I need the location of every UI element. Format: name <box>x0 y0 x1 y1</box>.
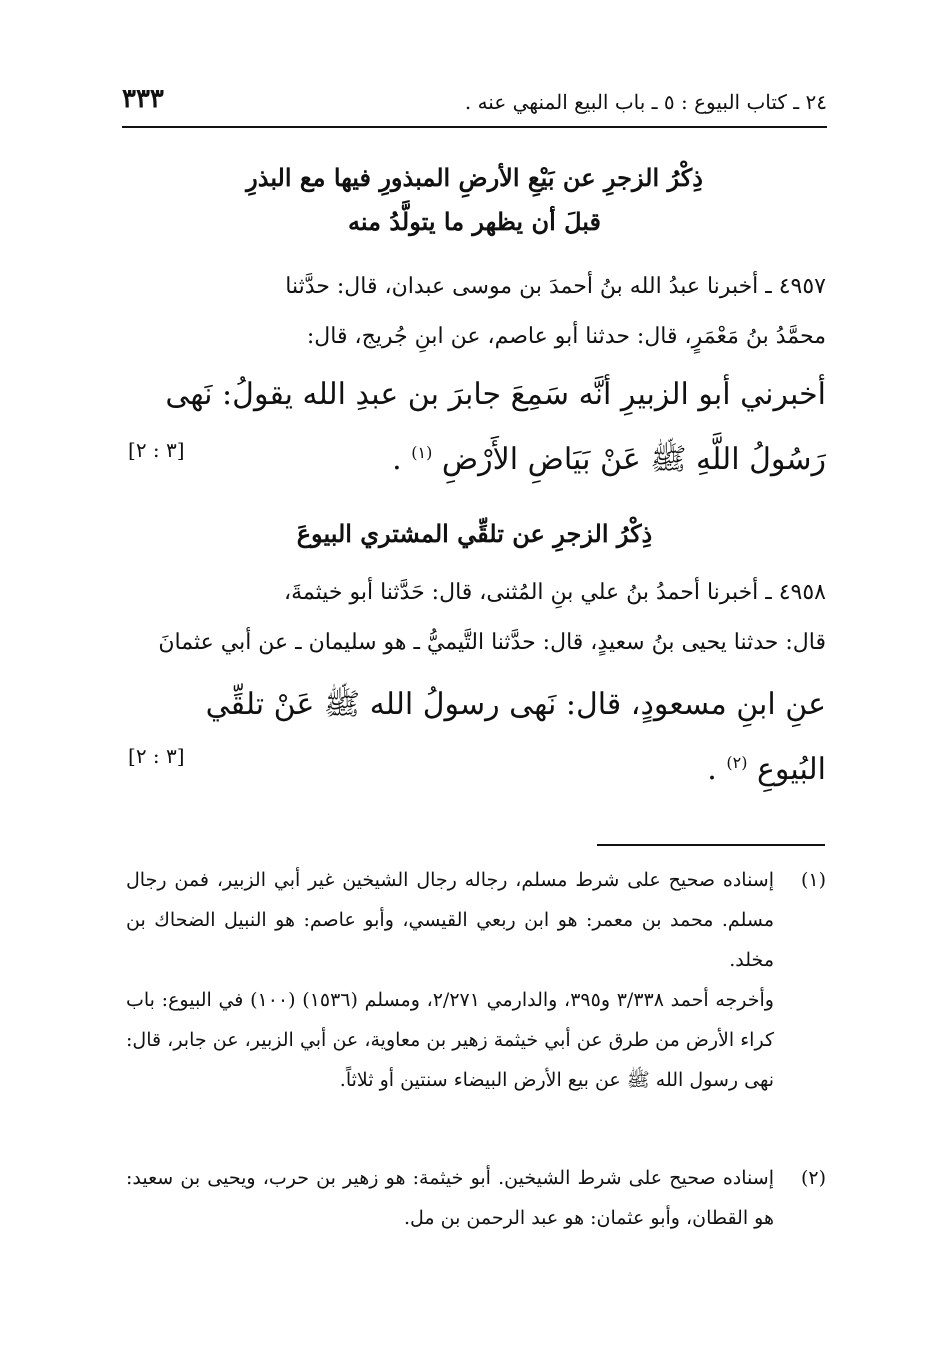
footnote-number: (١) <box>800 869 826 891</box>
running-title: ٢٤ ـ كتاب البيوع : ٥ ـ باب البيع المنهي عنه . <box>464 90 827 114</box>
footnote-2 <box>126 1158 826 1238</box>
matn-line <box>126 734 826 799</box>
heading-line: ذِكْرُ الزجرِ عن تلقِّي المشتري البيوعَ <box>296 519 653 548</box>
footnote-marker: (٢) <box>726 753 748 772</box>
isnad-line: محمَّدُ بنُ مَعْمَرٍ، قال: حدثنا أبو عاصم، عن ابنِ جُريج، قال: <box>306 324 826 349</box>
isnad-line: قال: حدثنا يحيى بنُ سعيدٍ، قال: حدَّثنا التَّيميُّ ـ هو سليمان ـ عن أبي عثمانَ <box>158 630 826 655</box>
footnote-body <box>126 860 774 1100</box>
footnote-paragraph: وأخرجه أحمد ٣/٣٣٨ و٣٩٥، والدارمي ٢/٢٧١، ومسلم (١٥٣٦) (١٠٠) في البيوع: باب كراء الأرض من طرق عن أبي خيثمة زهير بن معاوية، عن أبي الزبير، عن جابر، قال: نهى رسول الله ﷺ عن بيع الأرض البيضاء سنتين أو ثلاثاً. <box>126 989 774 1091</box>
chapter-heading-1 <box>122 156 827 244</box>
hadith-matn-4958 <box>126 676 826 799</box>
hadith-grade: [٣ : ٢] <box>128 438 185 462</box>
page-number: ٣٣٣ <box>122 84 164 114</box>
hadith-matn-4957 <box>126 366 826 489</box>
matn-end: . <box>707 752 717 787</box>
hadith-isnad-4958 <box>126 568 826 668</box>
matn-text: رَسُولُ اللَّهِ ﷺ عَنْ بَيَاضِ الأَرْضِ <box>441 442 826 477</box>
footnote-paragraph: إسناده صحيح على شرط مسلم، رجاله رجال الشيخين غير أبي الزبير، فمن رجال مسلم. محمد بن معمر: هو ابن ربعي القيسي، وأبو عاصم: هو النبيل الضحاك بن مخلد. <box>126 869 774 971</box>
isnad-line: ٤٩٥٧ ـ أخبرنا عبدُ الله بنُ أحمدَ بن موسى عبدان، قال: حدَّثنا <box>285 274 826 299</box>
isnad-line: ٤٩٥٨ ـ أخبرنا أحمدُ بنُ علي بنِ المُثنى، قال: حَدَّثنا أبو خيثمةَ، <box>284 580 826 605</box>
matn-line <box>126 424 826 489</box>
footnote-1 <box>126 860 826 1100</box>
footnote-number: (٢) <box>800 1167 826 1189</box>
matn-end: . <box>392 442 402 477</box>
hadith-isnad-4957 <box>126 262 826 362</box>
footnote-paragraph: إسناده صحيح على شرط الشيخين. أبو خيثمة: هو زهير بن حرب، ويحيى بن سعيد: هو القطان، وأبو عثمان: هو عبد الرحمن بن مل. <box>126 1167 774 1229</box>
page-header <box>122 84 827 124</box>
hadith-grade: [٣ : ٢] <box>128 744 185 768</box>
header-divider <box>122 126 827 128</box>
footnote-marker: (١) <box>411 443 433 462</box>
heading-line: ذِكْرُ الزجرِ عن بَيْعِ الأرضِ المبذورِ فيها مع البذرِ <box>246 163 703 192</box>
matn-line: عنِ ابنِ مسعودٍ، قال: نَهى رسولُ الله ﷺ عَنْ تلقِّي <box>205 687 826 722</box>
matn-text: البُيوعِ <box>757 752 826 787</box>
matn-line: أخبرني أبو الزبيرِ أنَّه سَمِعَ جابرَ بن عبدِ الله يقولُ: نَهى <box>165 377 826 412</box>
footnote-divider <box>597 844 825 846</box>
chapter-heading-2 <box>122 512 827 556</box>
heading-line: قبلَ أن يظهر ما يتولَّدُ منه <box>348 207 601 236</box>
footnote-body <box>126 1158 774 1238</box>
